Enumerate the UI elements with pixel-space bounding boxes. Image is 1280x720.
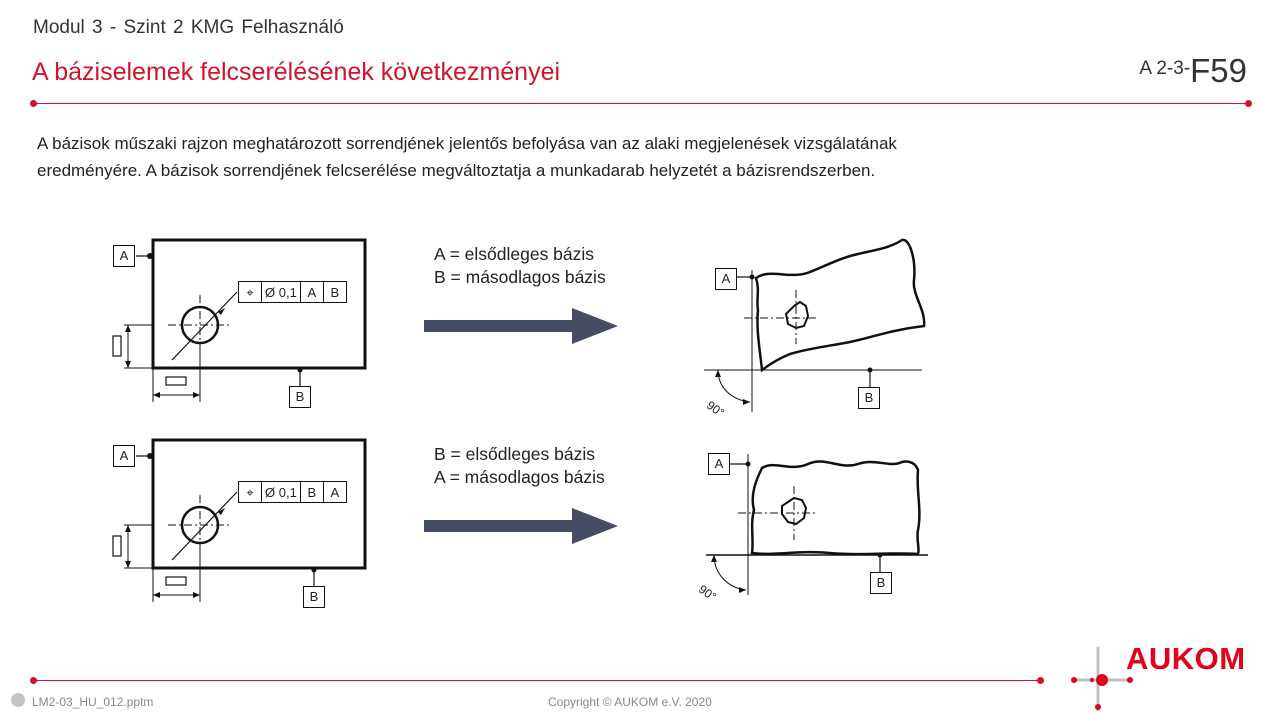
header-rule-dot-right (1245, 100, 1252, 107)
page-title: A báziselemek felcserélésének következményei (32, 58, 561, 86)
case2-angle-label: 90° (695, 582, 719, 604)
case1-fcf-datum2: B (330, 284, 340, 300)
case1-line-2: B = másodlagos bázis (434, 267, 606, 287)
footer-rule (33, 680, 1043, 681)
header-rule-dot-left (30, 100, 37, 107)
case1-right-datum-a: A (715, 268, 737, 290)
status-circle-icon (11, 693, 25, 707)
case2-line-2: A = másodlagos bázis (434, 467, 605, 487)
case1-right-datum-b: B (858, 387, 880, 409)
case1-drawing (100, 230, 390, 410)
case2-right-datum-a: A (708, 453, 730, 475)
intro-text (37, 130, 1037, 184)
aukom-logo-text: AUKOM (1126, 641, 1246, 676)
case2-left-datum-a: A (113, 445, 135, 467)
case1-left-datum-a: A (113, 245, 135, 267)
slide-prefix: A 2-3- (1139, 58, 1191, 79)
case2-fcf-datum2: A (330, 484, 340, 500)
case2-left-datum-b: B (303, 586, 325, 608)
case2-right-datum-b: B (870, 572, 892, 594)
case2-arrow-icon (424, 508, 620, 544)
position-icon: ⌖ (239, 482, 262, 502)
case1-angle-label: 90° (703, 398, 727, 420)
footer-file-name: LM2-03_HU_012.pptm (32, 695, 154, 709)
header-rule (33, 103, 1249, 104)
case1-feature-control-frame (238, 281, 347, 303)
case1-label (434, 243, 606, 289)
slide-id (1139, 52, 1247, 90)
case1-line-1: A = elsődleges bázis (434, 244, 595, 264)
case2-fcf-datum1: B (301, 482, 324, 502)
footer-copyright: Copyright © AUKOM e.V. 2020 (548, 695, 712, 709)
case2-feature-control-frame (238, 481, 347, 503)
case1-arrow-icon (424, 308, 620, 344)
footer-rule-dot-left (30, 677, 37, 684)
slide-number: F59 (1190, 52, 1247, 89)
case1-fcf-tolerance: Ø 0,1 (262, 282, 301, 302)
case1-fcf-datum1: A (301, 282, 324, 302)
position-icon: ⌖ (239, 282, 262, 302)
intro-line-1: A bázisok műszaki rajzon meghatározott sorrendjének jelentős befolyása van az alaki megjelenések vizsgálatának (37, 134, 897, 153)
case1-workpiece-drawing (690, 230, 940, 415)
module-label: Modul 3 - Szint 2 KMG Felhasználó (33, 17, 344, 38)
footer-rule-dot-right (1037, 677, 1044, 684)
intro-line-2: eredményére. A bázisok sorrendjének felcserélése megváltoztatja a munkadarab helyzetét a bázisrendszerben. (37, 161, 876, 180)
case2-drawing (100, 430, 390, 610)
case1-left-datum-b: B (289, 386, 311, 408)
case2-line-1: B = elsődleges bázis (434, 444, 596, 464)
case2-fcf-tolerance: Ø 0,1 (262, 482, 301, 502)
case2-label (434, 443, 605, 489)
